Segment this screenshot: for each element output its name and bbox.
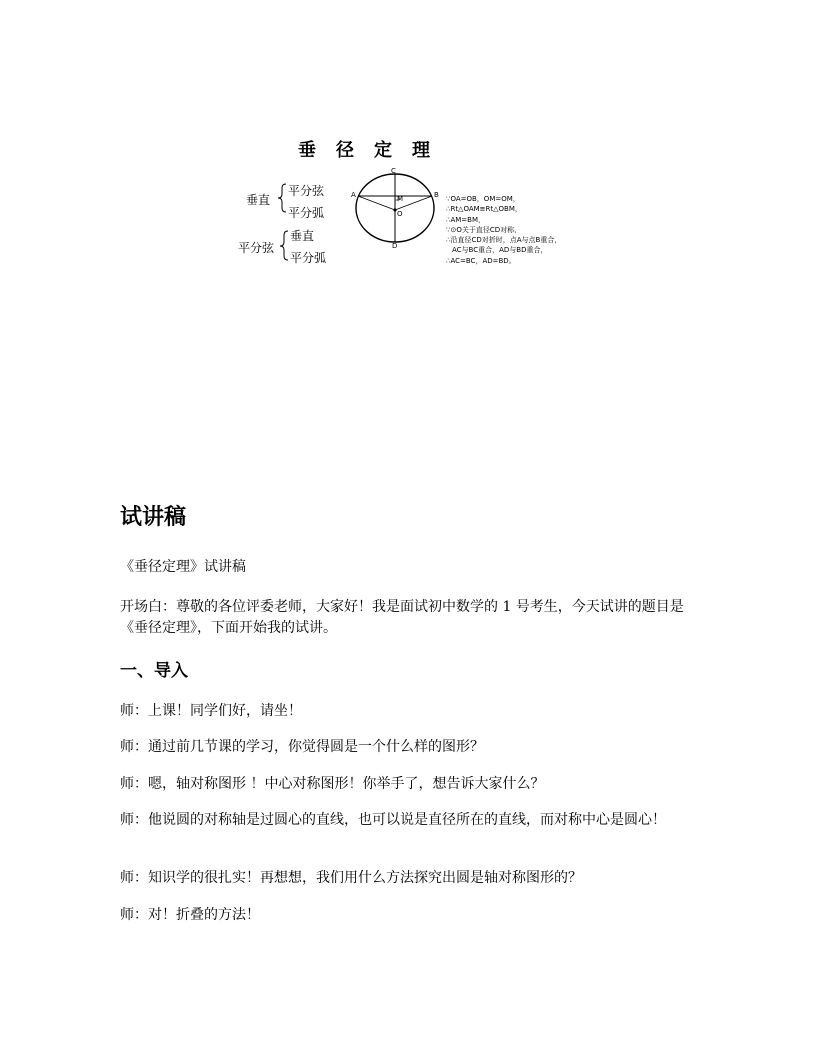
- label-vertical-item-1: 平分弦: [288, 184, 325, 198]
- opening-paragraph: 开场白：尊敬的各位评委老师，大家好！我是面试初中数学的 1 号考生，今天试讲的题目是《垂径定理》，下面开始我的试讲。: [120, 599, 684, 636]
- proof-line: AC与BC重合，AD与BD重合，: [452, 246, 548, 255]
- paragraph: 师：他说圆的对称轴是过圆心的直线，也可以说是直径所在的直线，而对称中心是圆心！: [120, 812, 666, 828]
- label-bisect-item-2: 平分弧: [290, 251, 327, 265]
- brace-vertical: [278, 184, 286, 212]
- point-o: O: [397, 210, 403, 218]
- theorem-figure: [236, 136, 592, 276]
- proof-line: ∴AC=BC，AD=BD。: [446, 256, 516, 265]
- paragraph: 师：知识学的很扎实！再想想，我们用什么方法探究出圆是轴对称图形的？: [120, 870, 582, 886]
- proof-line: ∵OA=OB，OM=OM，: [446, 195, 520, 203]
- label-vertical: 垂直: [246, 193, 271, 207]
- proof-text: [446, 194, 561, 266]
- doc-subtitle: 《垂径定理》试讲稿: [120, 559, 246, 575]
- figure-title: 垂径定理: [298, 140, 450, 161]
- paragraph: 师：通过前几节课的学习，你觉得圆是一个什么样的图形？: [120, 739, 484, 755]
- point-b: B: [434, 191, 439, 199]
- brace-bisect: [280, 231, 288, 260]
- point-m: M: [397, 195, 404, 203]
- paragraph: 师：对！折叠的方法！: [120, 907, 260, 923]
- point-d: D: [392, 242, 398, 250]
- proof-line: ∴AM=BM，: [446, 215, 485, 224]
- paragraph: 师：嗯，轴对称图形 ！中心对称图形！你举手了，想告诉大家什么？: [120, 776, 545, 792]
- proof-line: ∵⊙O关于直径CD对称，: [446, 225, 522, 234]
- label-bisect-item-1: 垂直: [290, 229, 315, 243]
- paragraph: 师：上课！同学们好，请坐！: [120, 703, 302, 719]
- point-c: C: [391, 167, 396, 175]
- label-vertical-item-2: 平分弧: [288, 206, 325, 220]
- proof-line: ∴沿直径CD对折时，点A与点B重合，: [446, 236, 562, 245]
- point-a: A: [351, 191, 356, 199]
- label-bisect-chord: 平分弦: [238, 241, 275, 255]
- page-heading: 试讲稿: [120, 505, 187, 530]
- radius-oa: [358, 196, 395, 210]
- section-heading-intro: 一、导入: [120, 661, 188, 681]
- proof-line: ∴Rt△OAM≌Rt△OBM，: [446, 205, 522, 214]
